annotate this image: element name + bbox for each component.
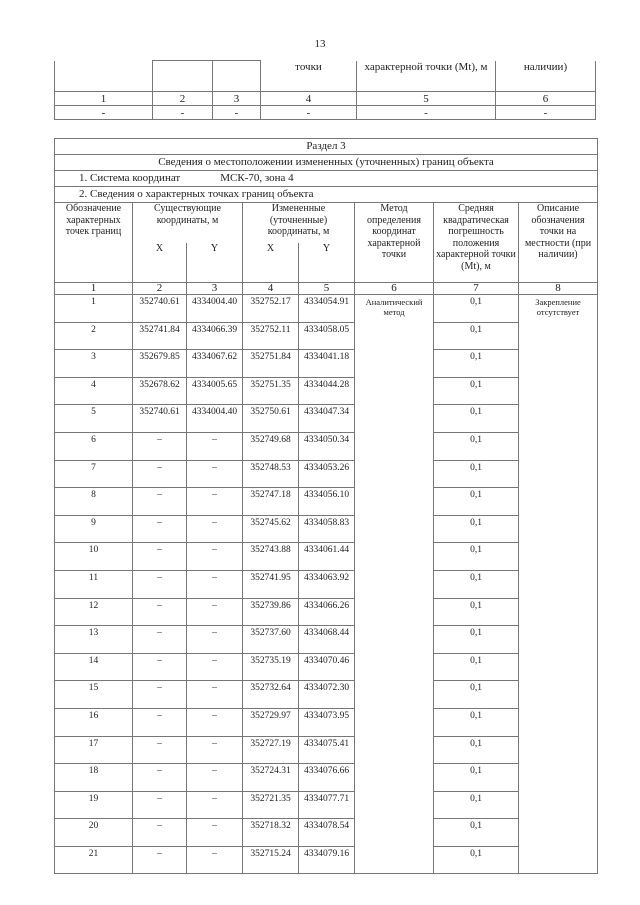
- cell-ex: –: [133, 598, 187, 626]
- cell-n: 10: [55, 543, 133, 571]
- cell-ey: 4334004.40: [187, 405, 243, 433]
- cell-n: 3: [55, 350, 133, 378]
- cell-mt: 0,1: [434, 515, 519, 543]
- cell-mt: 0,1: [434, 405, 519, 433]
- table-row: [55, 598, 598, 626]
- cell-cx: 352751.84: [243, 350, 299, 378]
- cell-ey: –: [187, 460, 243, 488]
- cell-cx: 352745.62: [243, 515, 299, 543]
- coord-system-value: МСК-70, зона 4: [220, 172, 294, 184]
- section-subtitle: Сведения о местоположении измененных (уточненных) границ объекта: [55, 155, 598, 171]
- cell-ey: –: [187, 598, 243, 626]
- cell-cy: 4334041.18: [299, 350, 355, 378]
- cell-cy: 4334047.34: [299, 405, 355, 433]
- cell-ex: –: [133, 736, 187, 764]
- cell-cx: 352751.35: [243, 377, 299, 405]
- cell-ey: 4334066.39: [187, 322, 243, 350]
- cell-mt: 0,1: [434, 570, 519, 598]
- table-row: [55, 515, 598, 543]
- cell-mt: 0,1: [434, 708, 519, 736]
- table-row: [55, 322, 598, 350]
- cell-ey: –: [187, 819, 243, 847]
- header-fragment: точки: [261, 61, 357, 92]
- cell-cy: 4334073.95: [299, 708, 355, 736]
- cell-mt: 0,1: [434, 846, 519, 874]
- cell-n: 2: [55, 322, 133, 350]
- cell-cy: 4334076.66: [299, 764, 355, 792]
- cell-ey: –: [187, 846, 243, 874]
- col-header-existing: Существующие координаты, м: [133, 203, 243, 243]
- cell-cy: 4334044.28: [299, 377, 355, 405]
- cell-ey: –: [187, 736, 243, 764]
- cell-ex: 352678.62: [133, 377, 187, 405]
- cell-ey: –: [187, 791, 243, 819]
- cell-cy: 4334079.16: [299, 846, 355, 874]
- column-number-row: [55, 283, 598, 295]
- column-number: 5: [299, 283, 355, 295]
- table-row: [55, 295, 598, 323]
- cell-cy: 4334078.54: [299, 819, 355, 847]
- cell-mt: 0,1: [434, 295, 519, 323]
- cell-cx: 352724.31: [243, 764, 299, 792]
- cell-cy: 4334075.41: [299, 736, 355, 764]
- cell-cx: 352747.18: [243, 488, 299, 516]
- page-number: 13: [314, 38, 326, 50]
- cell-mt: 0,1: [434, 626, 519, 654]
- cell-n: 6: [55, 432, 133, 460]
- table-row: [55, 460, 598, 488]
- cell-cy: 4334061.44: [299, 543, 355, 571]
- cell-n: 5: [55, 405, 133, 433]
- cell-n: 21: [55, 846, 133, 874]
- coord-system-row: [55, 171, 598, 187]
- col-header-description: Описание обозначения точки на местности (при наличии): [519, 203, 598, 283]
- cell-mt: 0,1: [434, 377, 519, 405]
- cell-mt: 0,1: [434, 543, 519, 571]
- dash-row: [55, 106, 596, 120]
- cell-n: 17: [55, 736, 133, 764]
- cell-ey: 4334067.62: [187, 350, 243, 378]
- cell-ex: 352740.61: [133, 295, 187, 323]
- cell-cx: 352750.61: [243, 405, 299, 433]
- column-number: 3: [213, 92, 261, 106]
- cell-cx: 352743.88: [243, 543, 299, 571]
- cell-n: 8: [55, 488, 133, 516]
- column-number: 1: [55, 283, 133, 295]
- cell-n: 18: [55, 764, 133, 792]
- cell-ex: –: [133, 681, 187, 709]
- method-cell: Аналитический метод: [355, 295, 434, 874]
- cell-cx: 352715.24: [243, 846, 299, 874]
- table-row: [55, 543, 598, 571]
- cell-cx: 352718.32: [243, 819, 299, 847]
- cell-ex: 352679.85: [133, 350, 187, 378]
- table-row: [55, 488, 598, 516]
- cell-n: 19: [55, 791, 133, 819]
- cell-mt: 0,1: [434, 322, 519, 350]
- cell-cy: 4334072.30: [299, 681, 355, 709]
- cell-mt: 0,1: [434, 488, 519, 516]
- cell-ey: –: [187, 515, 243, 543]
- table-row: [55, 736, 598, 764]
- cell-ex: –: [133, 570, 187, 598]
- header-fragment: [55, 61, 153, 92]
- column-number: 4: [243, 283, 299, 295]
- cell-n: 7: [55, 460, 133, 488]
- dash-cell: -: [55, 106, 153, 120]
- column-number: 3: [187, 283, 243, 295]
- section-title: Раздел 3: [55, 139, 598, 155]
- cell-ex: –: [133, 432, 187, 460]
- cell-ey: –: [187, 488, 243, 516]
- section-3-table: [54, 138, 598, 874]
- cell-mt: 0,1: [434, 764, 519, 792]
- cell-mt: 0,1: [434, 653, 519, 681]
- col-header-error: Средняя квадратическая погрешность положения характерной точки (Mt), м: [434, 203, 519, 283]
- table-row: [55, 708, 598, 736]
- column-number: 1: [55, 92, 153, 106]
- col-header-existing-y: Y: [187, 243, 243, 283]
- cell-mt: 0,1: [434, 736, 519, 764]
- table-row: [55, 681, 598, 709]
- cell-ey: –: [187, 681, 243, 709]
- column-number: 6: [355, 283, 434, 295]
- column-number: 5: [357, 92, 496, 106]
- table-row: [55, 791, 598, 819]
- cell-mt: 0,1: [434, 460, 519, 488]
- cell-ey: 4334005.65: [187, 377, 243, 405]
- cell-ex: –: [133, 791, 187, 819]
- col-header-method: Метод определения координат характерной точки: [355, 203, 434, 283]
- dash-cell: -: [357, 106, 496, 120]
- cell-cx: 352732.64: [243, 681, 299, 709]
- table-row: [55, 570, 598, 598]
- table-row: [55, 846, 598, 874]
- table-row: [55, 432, 598, 460]
- cell-n: 11: [55, 570, 133, 598]
- cell-ex: –: [133, 515, 187, 543]
- column-number: 2: [153, 92, 213, 106]
- table-row: [55, 819, 598, 847]
- table-row: [55, 377, 598, 405]
- previous-section-table-tail: [54, 60, 596, 120]
- table-header-fragment-row: [55, 61, 596, 92]
- header-fragment: наличии): [496, 61, 596, 92]
- cell-ey: –: [187, 764, 243, 792]
- header-fragment: характерной точки (Mt), м: [357, 61, 496, 92]
- description-cell: Закрепление отсутствует: [519, 295, 598, 874]
- cell-ex: –: [133, 543, 187, 571]
- col-header-changed-y: Y: [299, 243, 355, 283]
- cell-mt: 0,1: [434, 432, 519, 460]
- dash-cell: -: [213, 106, 261, 120]
- cell-cx: 352727.19: [243, 736, 299, 764]
- column-number: 4: [261, 92, 357, 106]
- cell-cx: 352752.17: [243, 295, 299, 323]
- cell-ex: –: [133, 460, 187, 488]
- cell-ex: –: [133, 846, 187, 874]
- table-row: [55, 626, 598, 654]
- dash-cell: -: [261, 106, 357, 120]
- coord-system-label: 1. Система координат: [79, 172, 181, 184]
- cell-n: 4: [55, 377, 133, 405]
- cell-mt: 0,1: [434, 791, 519, 819]
- cell-cy: 4334077.71: [299, 791, 355, 819]
- cell-ex: –: [133, 488, 187, 516]
- cell-ex: –: [133, 653, 187, 681]
- points-heading: 2. Сведения о характерных точках границ объекта: [55, 187, 598, 203]
- column-number-row: [55, 92, 596, 106]
- cell-ex: –: [133, 708, 187, 736]
- cell-cx: 352741.95: [243, 570, 299, 598]
- cell-ex: –: [133, 626, 187, 654]
- cell-cx: 352735.19: [243, 653, 299, 681]
- table-row: [55, 405, 598, 433]
- cell-cy: 4334058.83: [299, 515, 355, 543]
- cell-cy: 4334054.91: [299, 295, 355, 323]
- column-number: 8: [519, 283, 598, 295]
- dash-cell: -: [153, 106, 213, 120]
- cell-cy: 4334058.05: [299, 322, 355, 350]
- cell-n: 20: [55, 819, 133, 847]
- col-header-changed: Измененные (уточненные) координаты, м: [243, 203, 355, 243]
- cell-cx: 352737.60: [243, 626, 299, 654]
- cell-mt: 0,1: [434, 681, 519, 709]
- cell-n: 13: [55, 626, 133, 654]
- cell-mt: 0,1: [434, 350, 519, 378]
- cell-n: 15: [55, 681, 133, 709]
- cell-ey: –: [187, 570, 243, 598]
- cell-ey: 4334004.40: [187, 295, 243, 323]
- cell-n: 12: [55, 598, 133, 626]
- cell-cx: 352729.97: [243, 708, 299, 736]
- table-row: [55, 653, 598, 681]
- table-row: [55, 764, 598, 792]
- cell-ex: 352740.61: [133, 405, 187, 433]
- cell-ex: –: [133, 764, 187, 792]
- cell-ey: –: [187, 708, 243, 736]
- cell-n: 16: [55, 708, 133, 736]
- cell-cx: 352752.11: [243, 322, 299, 350]
- cell-n: 9: [55, 515, 133, 543]
- column-number: 6: [496, 92, 596, 106]
- cell-cy: 4334068.44: [299, 626, 355, 654]
- cell-ey: –: [187, 543, 243, 571]
- cell-n: 1: [55, 295, 133, 323]
- column-number: 7: [434, 283, 519, 295]
- cell-cx: 352721.35: [243, 791, 299, 819]
- cell-cx: 352748.53: [243, 460, 299, 488]
- header-fragment: [213, 61, 261, 92]
- cell-mt: 0,1: [434, 819, 519, 847]
- cell-ey: –: [187, 653, 243, 681]
- column-number: 2: [133, 283, 187, 295]
- cell-cy: 4334056.10: [299, 488, 355, 516]
- cell-n: 14: [55, 653, 133, 681]
- cell-cy: 4334070.46: [299, 653, 355, 681]
- cell-mt: 0,1: [434, 598, 519, 626]
- cell-cy: 4334053.26: [299, 460, 355, 488]
- cell-ex: –: [133, 819, 187, 847]
- header-fragment: [153, 61, 213, 92]
- cell-ey: –: [187, 626, 243, 654]
- cell-cy: 4334066.26: [299, 598, 355, 626]
- cell-cx: 352739.86: [243, 598, 299, 626]
- cell-cx: 352749.68: [243, 432, 299, 460]
- col-header-existing-x: X: [133, 243, 187, 283]
- col-header-designation: Обозначение характерных точек границ: [55, 203, 133, 283]
- cell-ex: 352741.84: [133, 322, 187, 350]
- dash-cell: -: [496, 106, 596, 120]
- col-header-changed-x: X: [243, 243, 299, 283]
- cell-ey: –: [187, 432, 243, 460]
- table-row: [55, 350, 598, 378]
- cell-cy: 4334050.34: [299, 432, 355, 460]
- cell-cy: 4334063.92: [299, 570, 355, 598]
